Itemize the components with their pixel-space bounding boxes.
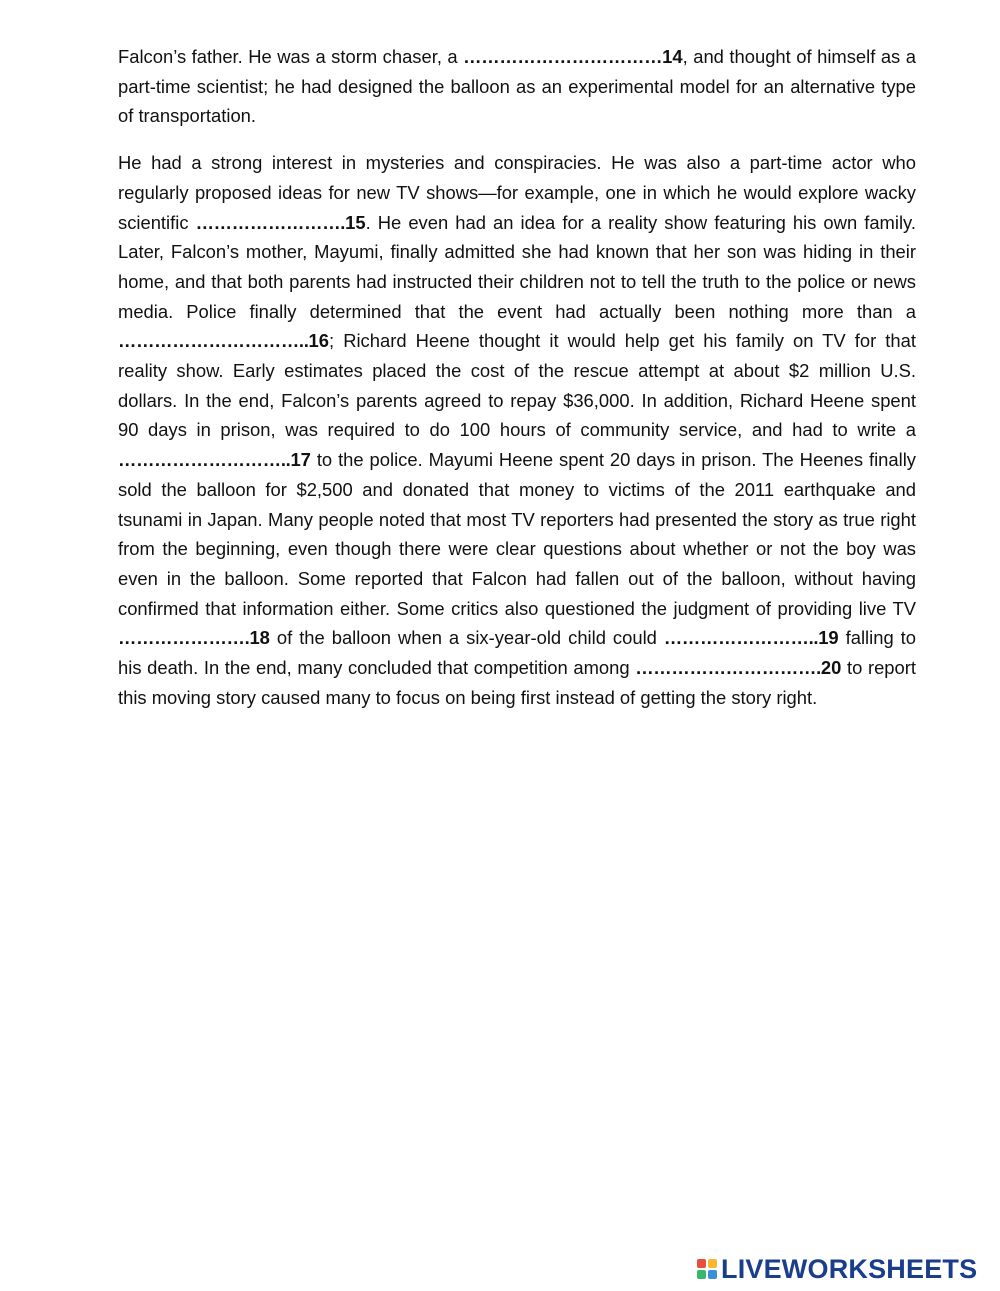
logo-text: LIVEWORKSHEETS: [721, 1253, 978, 1284]
text-run: of the balloon when a six-year-old child could: [269, 627, 664, 649]
text-run: . He even had an idea for a reality show featuring his own family. Later, Falcon’s mother, Mayumi, finally admitted she had known that her son was hiding in their home, and that both parents had instructed their children not to tell the truth to the police or news media. Police finally determined that the event had actually been nothing more than a: [118, 211, 916, 322]
answer-blank: …………………….: [195, 211, 346, 233]
paragraph-1: [118, 42, 916, 131]
answer-blank: ………………………….: [635, 657, 821, 679]
question-number: 15: [345, 211, 366, 233]
text-run: He had a strong interest in mysteries and conspiracies. He was also a part-time actor who regularly proposed ideas for new TV shows—for example, one in which he would explore wacky scientific: [118, 152, 916, 233]
text-run: Falcon’s father. He was a storm chaser, a: [118, 46, 464, 67]
text-run: to the police. Mayumi Heene spent 20 days in prison. The Heenes finally sold the balloon for $2,500 and donated that money to victims of the 2011 earthquake and tsunami in Japan. Many people noted that most TV reporters had presented the story as true right from the beginning, even though there were clear questions about whether or not the boy was even in the balloon. Some reported that Falcon had fallen out of the balloon, without having confirmed that information either. Some critics also questioned the judgment of providing live TV: [118, 449, 916, 619]
paragraph-2: [118, 148, 916, 712]
text-run: , and thought of himself as a part-time scientist; he had designed the balloon as an experimental model for an alternative type of transportation.: [118, 46, 916, 127]
liveworksheets-logo: [697, 1254, 977, 1284]
logo-block-red: [697, 1259, 706, 1268]
answer-blank: ……………………..: [663, 627, 819, 649]
logo-block-blue: [708, 1270, 717, 1279]
question-number: 20: [820, 657, 842, 679]
text-run: to report this moving story caused many to focus on being first instead of getting the story right.: [118, 657, 916, 708]
answer-blank: ………………….: [118, 627, 250, 649]
answer-blank: ……………………………: [463, 46, 663, 67]
logo-block-yellow: [708, 1259, 717, 1268]
question-number: 19: [818, 627, 839, 649]
question-number: 16: [308, 330, 329, 352]
question-number: 14: [662, 46, 683, 67]
logo-blocks-icon: [697, 1259, 717, 1279]
question-number: 17: [290, 449, 311, 471]
text-run: ; Richard Heene thought it would help get his family on TV for that reality show. Early estimates placed the cost of the rescue attempt at about $2 million U.S. dollars. In the end, Falcon’s parents agreed to repay $36,000. In addition, Richard Heene spent 90 days in prison, was required to do 100 hours of community service, and had to write a: [118, 330, 916, 441]
text-run: falling to his death. In the end, many concluded that competition among: [118, 627, 916, 679]
question-number: 18: [249, 627, 270, 649]
worksheet-page: [118, 42, 916, 729]
logo-block-green: [697, 1270, 706, 1279]
answer-blank: …………………………..: [118, 330, 309, 352]
answer-blank: ………………………..: [118, 449, 291, 471]
